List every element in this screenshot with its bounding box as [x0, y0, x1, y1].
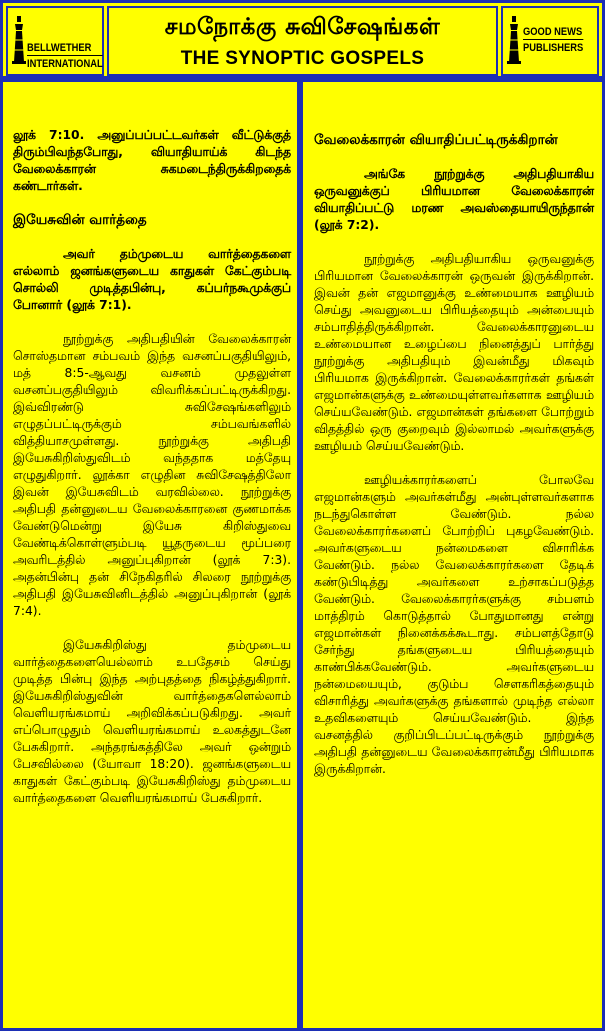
left-intro-verse: லூக் 7:10. அனுப்பப்பட்டவர்கள் வீட்டுக்குத் திரும்பிவந்தபோது, வியாதியாய்க் கிடந்த வேலைக்காரன் சுகமடைந்திருக்கிறதைக் கண்டார்கள். — [13, 128, 291, 193]
good-news-line2: PUBLISHERS — [523, 42, 584, 54]
good-news-line1: GOOD NEWS — [523, 26, 583, 38]
left-paragraph-2: இயேசுகிறிஸ்து தம்முடைய வார்த்தைகளையெல்லாம் உபதேசம் செய்து முடித்த பின்பு இந்த அற்புதத்தை நிகழ்த்துகிறார். இயேசுகிறிஸ்துவின் வார்த்தைகளெல்லாம் வெளியரங்கமாய் அறிவிக்கப்படுகிறது. அவர் எப்பொழுதும் வெளியரங்கமாய் உலகத்துடனே பேசுகிறார். அந்தரங்கத்திலே அவர் ஒன்றும் பேசவில்லை (யோவா 18:20). ஜனங்களுடைய காதுகள் கேட்கும்படி இயேசுகிறிஸ்து தம்முடைய வார்த்தைகளை வெளியரங்கமாய் பேசுகிறார். — [13, 638, 291, 805]
spacer — [314, 234, 594, 251]
right-paragraph-2: ஊழியக்காரர்களைப் போலவே எஜமான்களும் அவர்கள்மீது அன்புள்ளவர்களாக நடந்துகொள்ள வேண்டும். நல்ல வேலைக்காரர்களைப் போற்றிப் புகழவேண்டும். அவர்களுடைய நன்மைகளை விசாரிக்க வேண்டும். நல்ல வேலைக்காரர்களை தேடிக் கண்டுபிடித்து அவர்களை உற்சாகப்படுத்த வேண்டும். வேலைக்காரர்களுக்கு சம்பளம் மாத்திரம் கொடுத்தால் போதுமானது என்று எஜமான்கள் நினைக்கக்கூடாது. சம்பளத்தோடு சேர்ந்து தங்களுடைய பிரியத்தையும் காண்பிக்கவேண்டும். அவர்களுடைய நன்மையையும், குடும்ப சௌகரிகத்தையும் விசாரித்து அவர்களுக்கு தங்களால் முடிந்த எல்லா உதவிகளையும் செய்யவேண்டும். இந்த வசனத்தில் குறிப்பிடப்பட்டிருக்கும் நூற்றுக்கு அதிபதி தன்னுடைய வேலைக்காரன்மீது பிரியமாக இருக்கிறான். — [314, 473, 594, 776]
right-subheading: வேலைக்காரன் வியாதிப்பட்டிருக்கிறான் — [314, 132, 558, 148]
spacer — [314, 149, 594, 166]
header-banner — [0, 0, 605, 79]
spacer — [13, 195, 291, 212]
spacer — [13, 314, 291, 331]
candle-lighthouse-icon — [507, 16, 521, 64]
right-column — [300, 79, 605, 1031]
bellwether-logo-text — [27, 42, 103, 70]
good-news-logo — [501, 6, 599, 76]
right-paragraph-1: நூற்றுக்கு அதிபதியாகிய ஒருவனுக்கு பிரியமான வேலைக்காரன் ஒருவன் இருக்கிறான். இவன் தன் எஜமானுக்கு உண்மையாக ஊழியம் செய்து அவனுடைய பிரியத்தையும் அன்பையும் சம்பாதித்திருக்கிறான். வேலைக்காரனுடைய உண்மையான உழைப்பை நினைத்துப் பார்த்து நூற்றுக்கு அதிபதியும் இவன்மீது மிகவும் பிரியமாக இருக்கிறான். வேலைக்காரர்கள் தங்கள் எஜமான்களுக்கு உண்மையுள்ளவர்களாக ஊழியம் செய்யவேண்டும். எஜமான்கள் தங்களை போற்றும் விதத்தில் ஒரு குறைவும் இல்லாமல் அவர்களுக்கு ஊழியம் செய்யவேண்டும். — [314, 252, 594, 453]
title-english: THE SYNOPTIC GOSPELS — [180, 48, 425, 69]
left-subheading: இயேசுவின் வார்த்தை — [13, 212, 147, 228]
left-column — [0, 79, 300, 1031]
title-tamil: சமநோக்கு சுவிசேஷங்கள் — [164, 14, 441, 40]
left-paragraph-1: நூற்றுக்கு அதிபதியின் வேலைக்காரன் சொஸ்தமான சம்பவம் இந்த வசனப்பகுதியிலும், மத் 8:5-ஆவது வசனம் முதலுள்ள வசனப்பகுதியிலும் விவரிக்கப்பட்டிருக்கிறது. இவ்விரண்டு சுவிசேஷங்களிலும் எழுதப்பட்டிருக்கும் சம்பவங்களில் வித்தியாசமுள்ளது. நூற்றுக்கு அதிபதி இயேசுகிறிஸ்துவிடம் வந்ததாக மத்தேயு எழுதுகிறார். லூக்கா எழுதின சுவிசேஷத்திலோ இவன் இயேசுவிடம் வரவில்லை. நூற்றுக்கு அதிபதி தன்னுடைய வேலைக்காரனை குணமாக்க வேண்டுமென்று இயேசு கிறிஸ்துவை வேண்டிக்கொள்ளும்படி யூதருடைய மூப்பரை அவரிடத்தில் அனுப்புகிறான் (லூக் 7:3). அதன்பின்பு தன் சிநேகிதரில் சிலரை நூற்றுக்கு அதிபதி இயேசுவினிடத்தில் அனுப்புகிறான் (லூக் 7:4). — [13, 332, 291, 618]
spacer — [314, 455, 594, 472]
spacer — [13, 620, 291, 637]
right-scripture-quote: அங்கே நூற்றுக்கு அதிபதியாகிய ஒருவனுக்குப் பிரியமான வேலைக்காரன் வியாதிப்பட்டு மரண அவஸ்தையாயிருந்தான் (லூக் 7:2). — [314, 167, 594, 232]
left-scripture-quote: அவர் தம்முடைய வார்த்தைகளை எல்லாம் ஜனங்களுடைய காதுகள் கேட்கும்படி சொல்லி முடித்தபின்பு, கப்பர்நகூமுக்குப் போனார் (லூக் 7:1). — [13, 247, 291, 312]
spacer — [13, 229, 291, 246]
candle-lighthouse-icon — [12, 16, 26, 64]
header-title-box — [107, 6, 498, 76]
good-news-logo-text — [523, 26, 583, 54]
bellwether-line2: INTERNATIONAL — [27, 58, 103, 70]
bellwether-line1: BELLWETHER — [27, 42, 103, 56]
bellwether-logo — [6, 6, 104, 76]
